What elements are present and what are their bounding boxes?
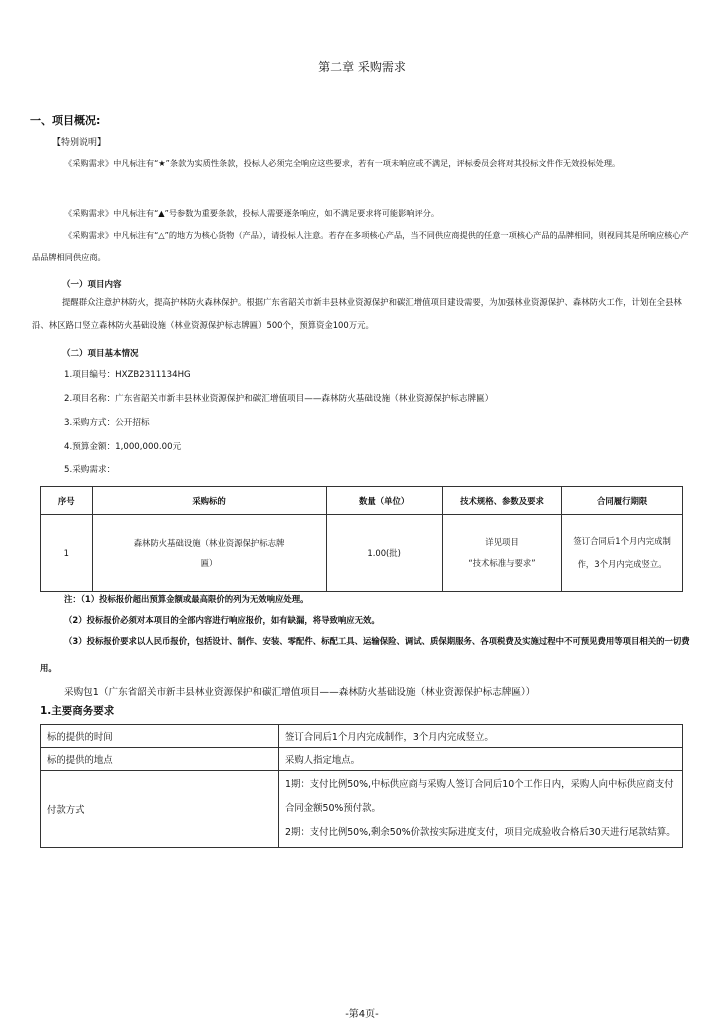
table-header: 序号: [41, 487, 93, 515]
page-title: 第二章 采购需求: [318, 60, 406, 74]
business-table: [40, 724, 683, 848]
project-content-paragraph: 提醒群众注意护林防火，提高护林防火森林保护。根据广东省韶关市新丰县林业资源保护和碳汇增值项目建设需要，为加强林业资源保护、森林防火工作，计划在全县林沿、林区路口竖立森林防火基础设施（林业资源保护标志牌匾）500个，预算资金100万元。: [32, 297, 682, 330]
special-note-label: 【特别说明】: [52, 138, 107, 148]
subsection-project-content: （一）项目内容: [62, 280, 122, 290]
note-star-paragraph: 《采购需求》中凡标注有“★”条款为实质性条款，投标人必须完全响应这些要求，若有一项未响应或不满足，评标委员会将对其投标文件作无效投标处理。: [64, 158, 621, 168]
table-header: 技术规格、参数及要求: [442, 487, 561, 515]
subsection-basic-info: （二）项目基本情况: [62, 349, 139, 359]
note-item: （2）投标报价必须对本项目的全部内容进行响应报价，如有缺漏，将导致响应无效。: [64, 615, 380, 625]
table-header: 合同履行期限: [562, 487, 683, 515]
note-core-paragraph: 《采购需求》中凡标注有“△”的地方为核心货物（产品），请投标人注意。若存在多项核心产品，当不同供应商提供的任意一项核心产品的品牌相同，则视同其是所响应核心产品品牌相同供应商。: [32, 230, 689, 262]
spec-line: 详见项目: [485, 537, 519, 547]
table-header: 数量（单位）: [326, 487, 442, 515]
table-row: [41, 771, 683, 848]
table-row: [41, 515, 683, 592]
table-header: 采购标的: [92, 487, 326, 515]
table-row: [41, 725, 683, 748]
row-label: 标的提供的时间: [41, 725, 279, 748]
row-value: 采购人指定地点。: [279, 748, 683, 771]
basic-info-item: 1.项目编号：HXZB2311134HG: [64, 370, 191, 380]
row-quantity: 1.00(批): [326, 515, 442, 592]
page-number: -第4页-: [345, 1009, 379, 1020]
business-heading: 1.主要商务要求: [40, 705, 115, 717]
row-spec: [442, 515, 561, 592]
basic-info-item: 4.预算金额：1,000,000.00元: [64, 442, 182, 452]
basic-info-item: 3.采购方式：公开招标: [64, 418, 150, 428]
row-value: 签订合同后1个月内完成制作，3个月内完成竖立。: [279, 725, 683, 748]
section-heading-overview: 一、项目概况:: [30, 114, 101, 127]
procurement-table: [40, 486, 683, 592]
note-triangle-paragraph: 《采购需求》中凡标注有“▲”号参数为重要条款，投标人需要逐条响应，如不满足要求将可能影响评分。: [64, 208, 440, 218]
basic-info-item: 5.采购需求：: [64, 465, 116, 475]
row-number: 1: [41, 515, 93, 592]
row-period: 签订合同后1个月内完成制作，3个月内完成竖立。: [562, 515, 683, 592]
payment-phase: 2期：支付比例50%,剩余50%价款按实际进度支付，项目完成验收合格后30天进行尾款结算。: [285, 827, 676, 838]
spec-line: “技术标准与要求”: [468, 558, 536, 568]
row-label: 标的提供的地点: [41, 748, 279, 771]
basic-info-item: 2.项目名称：广东省韶关市新丰县林业资源保护和碳汇增值项目——森林防火基础设施（林业资源保护标志牌匾）: [64, 394, 494, 404]
row-value: [279, 771, 683, 848]
table-row: [41, 748, 683, 771]
payment-phase: 1期：支付比例50%,中标供应商与采购人签订合同后10个工作日内，采购人向中标供应商支付合同金额50%预付款。: [285, 779, 674, 814]
note-item: 注：（1）投标报价超出预算金额或最高限价的列为无效响应处理。: [64, 594, 309, 604]
package-line: 采购包1（广东省韶关市新丰县林业资源保护和碳汇增值项目——森林防火基础设施（林业资源保护标志牌匾））: [64, 687, 536, 698]
table-header-row: [41, 487, 683, 515]
row-label: 付款方式: [41, 771, 279, 848]
row-item: 森林防火基础设施（林业资源保护标志牌匾）: [92, 515, 326, 592]
note-item: （3）投标报价要求以人民币报价，包括设计、制作、安装、零配件、标配工具、运输保险、调试、质保期服务、各项税费及实施过程中不可预见费用等项目相关的一切费用。: [40, 636, 690, 673]
